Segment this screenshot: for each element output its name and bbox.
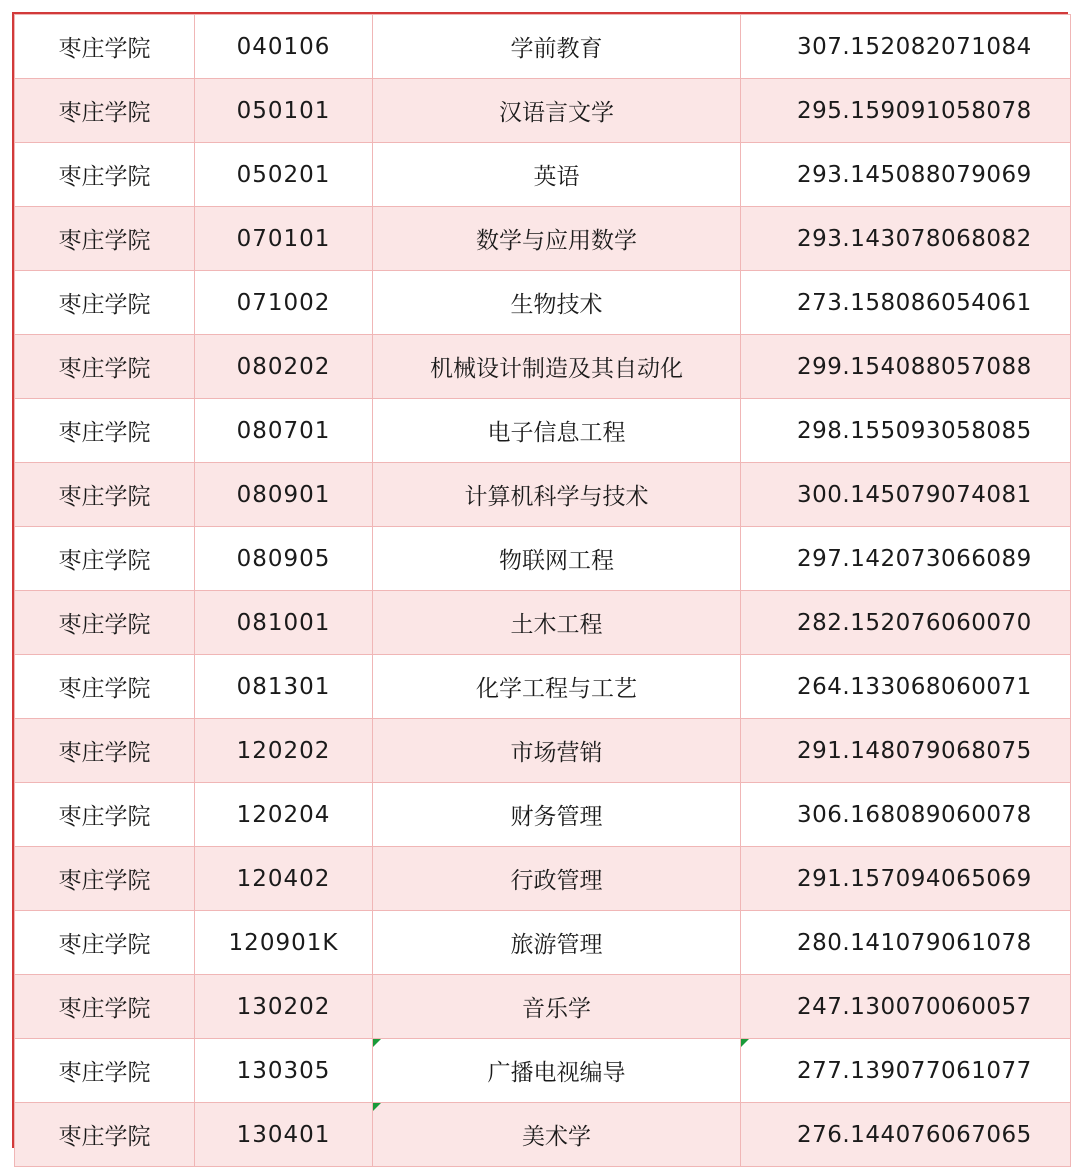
school-cell[interactable]: 枣庄学院 (15, 207, 195, 271)
major-name-cell[interactable] (373, 1039, 741, 1103)
major-name-cell[interactable]: 学前教育 (373, 15, 741, 79)
score-cell[interactable]: 280.141079061078 (741, 911, 1071, 975)
score-cell[interactable]: 307.152082071084 (741, 15, 1071, 79)
school-cell[interactable]: 枣庄学院 (15, 591, 195, 655)
school-cell[interactable]: 枣庄学院 (15, 143, 195, 207)
table-row (15, 655, 1071, 719)
major-code-cell[interactable]: 050201 (195, 143, 373, 207)
score-cell[interactable]: 273.158086054061 (741, 271, 1071, 335)
school-cell[interactable]: 枣庄学院 (15, 527, 195, 591)
major-code-cell[interactable]: 070101 (195, 207, 373, 271)
score-table (14, 14, 1071, 1167)
major-name-cell[interactable]: 机械设计制造及其自动化 (373, 335, 741, 399)
major-name-cell[interactable]: 市场营销 (373, 719, 741, 783)
score-cell[interactable]: 247.130070060057 (741, 975, 1071, 1039)
major-name-cell[interactable]: 化学工程与工艺 (373, 655, 741, 719)
score-cell[interactable] (741, 1039, 1071, 1103)
score-cell[interactable]: 299.154088057088 (741, 335, 1071, 399)
admission-score-table (12, 12, 1068, 1148)
school-cell[interactable]: 枣庄学院 (15, 847, 195, 911)
major-name-cell[interactable]: 土木工程 (373, 591, 741, 655)
school-cell[interactable]: 枣庄学院 (15, 463, 195, 527)
major-name-cell[interactable]: 物联网工程 (373, 527, 741, 591)
major-name-cell[interactable]: 英语 (373, 143, 741, 207)
table-row (15, 527, 1071, 591)
score-cell[interactable]: 298.155093058085 (741, 399, 1071, 463)
major-code-cell[interactable]: 130401 (195, 1103, 373, 1167)
school-cell[interactable]: 枣庄学院 (15, 1039, 195, 1103)
major-code-cell[interactable]: 120402 (195, 847, 373, 911)
major-name-cell[interactable]: 音乐学 (373, 975, 741, 1039)
table-row (15, 591, 1071, 655)
score-cell[interactable]: 293.143078068082 (741, 207, 1071, 271)
school-cell[interactable]: 枣庄学院 (15, 911, 195, 975)
major-code-cell[interactable]: 040106 (195, 15, 373, 79)
major-name-cell[interactable]: 旅游管理 (373, 911, 741, 975)
school-cell[interactable]: 枣庄学院 (15, 271, 195, 335)
major-name-cell[interactable]: 财务管理 (373, 783, 741, 847)
table-row (15, 719, 1071, 783)
table-row (15, 399, 1071, 463)
table-row (15, 783, 1071, 847)
major-name-cell[interactable]: 计算机科学与技术 (373, 463, 741, 527)
school-cell[interactable]: 枣庄学院 (15, 783, 195, 847)
table-row (15, 975, 1071, 1039)
major-name-cell[interactable] (373, 1103, 741, 1167)
score-cell[interactable]: 297.142073066089 (741, 527, 1071, 591)
major-name-cell[interactable]: 数学与应用数学 (373, 207, 741, 271)
comment-flag-icon (373, 1103, 381, 1111)
table-row (15, 15, 1071, 79)
score-cell[interactable]: 291.157094065069 (741, 847, 1071, 911)
major-code-cell[interactable]: 080202 (195, 335, 373, 399)
score-cell[interactable]: 282.152076060070 (741, 591, 1071, 655)
major-code-cell[interactable]: 080905 (195, 527, 373, 591)
score-cell[interactable]: 264.133068060071 (741, 655, 1071, 719)
school-cell[interactable]: 枣庄学院 (15, 15, 195, 79)
major-name-text: 美术学 (522, 1124, 591, 1150)
major-code-cell[interactable]: 050101 (195, 79, 373, 143)
major-code-cell[interactable]: 120202 (195, 719, 373, 783)
table-body (15, 15, 1071, 1167)
score-cell[interactable]: 306.168089060078 (741, 783, 1071, 847)
major-name-cell[interactable]: 行政管理 (373, 847, 741, 911)
major-code-cell[interactable]: 120204 (195, 783, 373, 847)
major-code-cell[interactable]: 130202 (195, 975, 373, 1039)
school-cell[interactable]: 枣庄学院 (15, 399, 195, 463)
major-name-cell[interactable]: 汉语言文学 (373, 79, 741, 143)
score-cell[interactable]: 276.144076067065 (741, 1103, 1071, 1167)
major-code-cell[interactable]: 081001 (195, 591, 373, 655)
table-row (15, 1039, 1071, 1103)
major-code-cell[interactable]: 071002 (195, 271, 373, 335)
major-code-cell[interactable]: 080901 (195, 463, 373, 527)
major-name-text: 广播电视编导 (487, 1060, 626, 1086)
school-cell[interactable]: 枣庄学院 (15, 79, 195, 143)
table-row (15, 207, 1071, 271)
score-cell[interactable]: 300.145079074081 (741, 463, 1071, 527)
table-row (15, 911, 1071, 975)
score-cell[interactable]: 295.159091058078 (741, 79, 1071, 143)
school-cell[interactable]: 枣庄学院 (15, 975, 195, 1039)
major-code-cell[interactable]: 130305 (195, 1039, 373, 1103)
table-row (15, 143, 1071, 207)
major-code-cell[interactable]: 080701 (195, 399, 373, 463)
score-text: 277.139077061077 (797, 1057, 1032, 1084)
score-cell[interactable]: 291.148079068075 (741, 719, 1071, 783)
school-cell[interactable]: 枣庄学院 (15, 1103, 195, 1167)
major-name-cell[interactable]: 电子信息工程 (373, 399, 741, 463)
table-row (15, 847, 1071, 911)
table-row (15, 271, 1071, 335)
table-row (15, 335, 1071, 399)
major-name-cell[interactable]: 生物技术 (373, 271, 741, 335)
comment-flag-icon (373, 1039, 381, 1047)
comment-flag-icon (741, 1039, 749, 1047)
score-cell[interactable]: 293.145088079069 (741, 143, 1071, 207)
table-row (15, 1103, 1071, 1167)
school-cell[interactable]: 枣庄学院 (15, 655, 195, 719)
school-cell[interactable]: 枣庄学院 (15, 335, 195, 399)
major-code-cell[interactable]: 120901K (195, 911, 373, 975)
school-cell[interactable]: 枣庄学院 (15, 719, 195, 783)
table-row (15, 463, 1071, 527)
major-code-cell[interactable]: 081301 (195, 655, 373, 719)
table-row (15, 79, 1071, 143)
